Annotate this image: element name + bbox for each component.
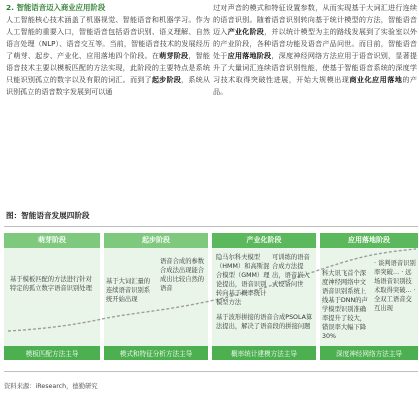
left-text-column [6,2,210,98]
stage-application-note-1: 科大讯飞首个深度神经网络中文语音识别系统上线基于DNN的声学模型识别准确率提升了较大，错误率大幅下降30% [322,270,368,340]
right-highlight-commercial: 商业化应用落地 [349,75,403,84]
stage-sprout-footer-label: 模板匹配方法主导 [25,350,79,358]
right-text-2: ，并以统计模型为主的路线发展到了实验室以外的产业阶段，各种语音功能及语音产品问世。而目前，智能语音处于 [213,27,418,60]
stage-start-note-2: 语音合成的参数合成法出现能合成出比较自然的语音 [160,258,205,292]
section-title: 2. 智能语音迈入商业应用阶段 [6,3,106,12]
stage-industrial-note-2: 可训练的语音合成方法提出，语音嵌入式设备问世 [272,254,310,288]
right-text-4: 的产品。 [213,75,418,96]
stage-start-name: 起步阶段 [142,236,170,244]
figure-title: 图：智能语音发展四阶段 [6,211,90,220]
stage-industrial-note-1: 隐马尔科夫模型（HMM）和高斯混合模型（GMM）理论提出，语音识别转向基于概率统计模型方法 [216,254,270,306]
stages-figure [4,226,418,372]
left-text-2: ，智能语音技术主要以模板匹配的方法实现，此阶段的主要特点是系统只能识别孤立的数字以及有限的词汇。而到了 [6,51,211,84]
right-highlight-industrial: 产业化阶段 [227,27,265,36]
stage-start-note-1: 基于大词汇量的连续语音识别系统开始出现 [106,278,151,303]
stage-industrial-note-3: 基于波形拼接的语音合成PSOLA算法提出，解决了语音段的拼接问题 [216,314,313,330]
left-paragraph [6,14,210,98]
left-highlight-start: 起步阶段 [151,75,182,84]
stage-industrial-name: 产业化阶段 [246,236,282,244]
left-text-3: ，系统从识别孤立的语音数字发展到可以通 [6,75,211,96]
left-text-1: 人工智能核心技术涵盖了机器视觉、智能语音和机器学习。作为人工智能的重要入口，智能语音包括语音识别、语义理解、自然语言处理（NLP）、语音交互等。当前，智能语音技术的发展经历了萌芽、起步、产业化、应用落地四个阶段。在 [6,15,210,60]
stage-industrial-footer-label: 概率统计建模方法主导 [231,350,297,358]
right-text-3: ，深度神经网络方法应用于语音识别，显著提升了大量词汇连续语音识别性能，使基于智能语音系统的深度学习技术取得突破性进展，开始大规模出现 [213,51,418,84]
left-highlight-sprout: 萌芽阶段 [159,51,189,60]
stage-sprout-note: 基于模板匹配的方法进行针对特定的孤立数字语音识别处理 [10,276,92,292]
stage-application-note-2: · 谈判语音识别率突破… · 远场语音识别技术取得突破… · 全双工语音交互出现 [374,260,416,312]
stage-start-footer-label: 模式和特征分析方法主导 [119,350,193,358]
right-text-column [213,2,417,98]
right-text-1: 过对声音的模式和特征设置参数，从而实现基于大词汇进行连续的语音识别。随着语音识别转向基于统计模型的方法，智能语音迈入 [213,3,417,36]
stage-application-name: 应用落地阶段 [348,236,390,244]
stage-sprout-name: 萌芽阶段 [38,236,66,244]
source-note: 资料来源：iResearch，德勤研究 [4,383,98,390]
right-paragraph [213,2,417,98]
right-highlight-application: 应用落地阶段 [227,51,272,60]
stage-application-footer-label: 深度神经网络方法主导 [336,350,402,358]
